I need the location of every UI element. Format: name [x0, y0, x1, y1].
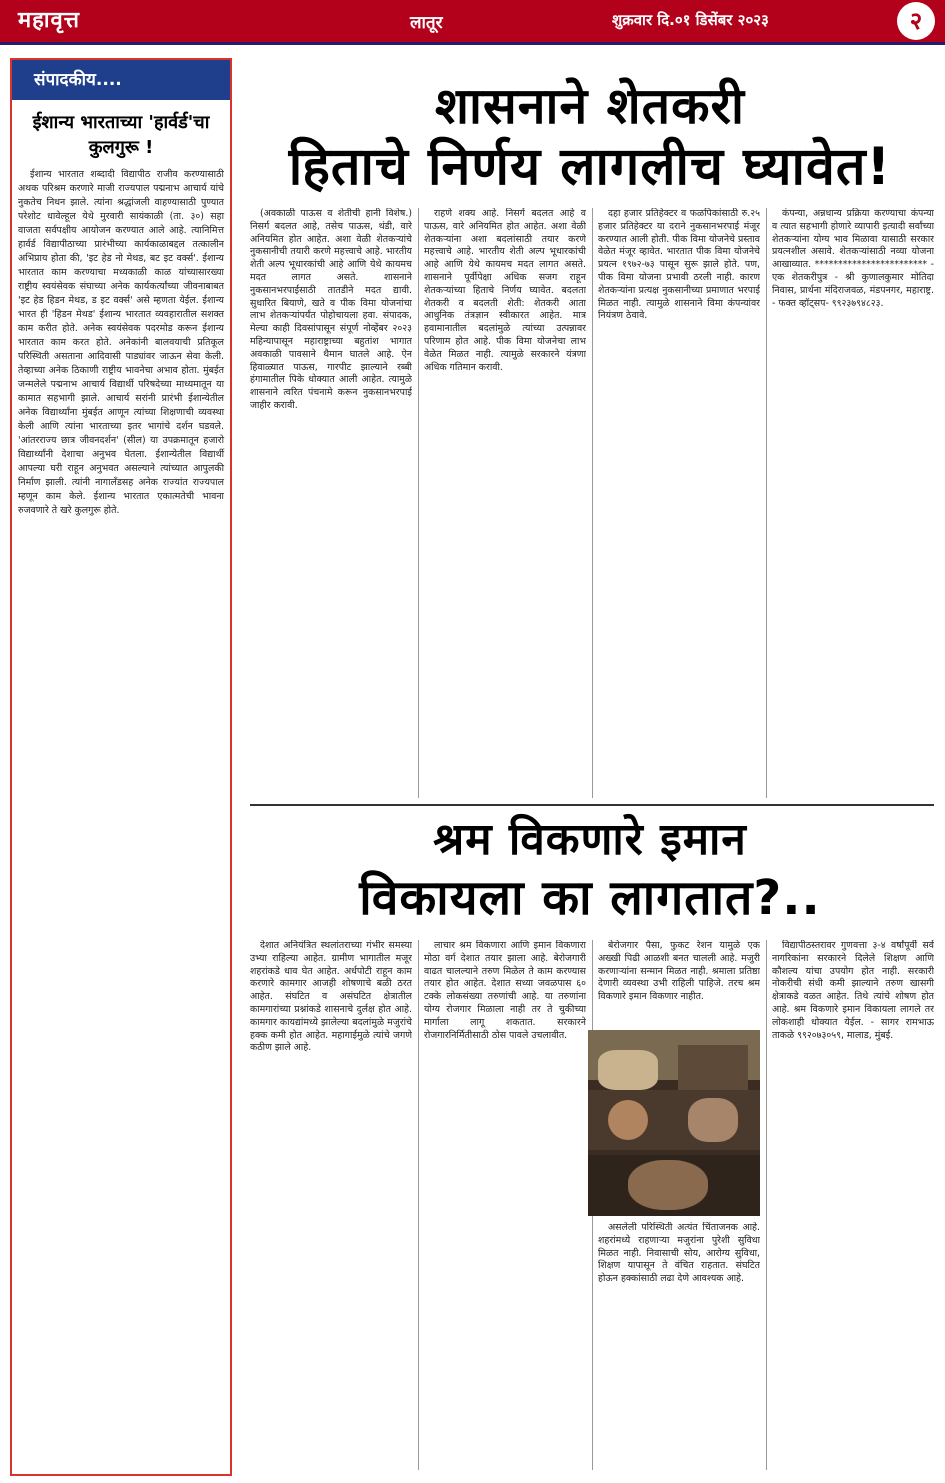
column-divider	[418, 208, 419, 798]
article1-col1	[250, 208, 412, 798]
column-divider	[766, 208, 767, 798]
article-separator	[250, 804, 934, 806]
page-number: २	[897, 2, 935, 40]
article1-col3	[598, 208, 760, 798]
article1-col4-text: कंपन्या, अन्नधान्य प्रक्रिया करण्याचा कंपन्या व त्यात सहभागी होणारे व्यापारी इत्यादी सर्वांच्या शेतकऱ्यांना योग्य भाव मिळावा यासाठी सरकार प्रयत्नशील असावे. शेतकऱ्यांसाठी नव्या योजना आखाव्यात. ************************ - एक शेतकरीपुत्र - श्री कुणालकुमार मोतिदा निवास, प्रार्थना मंदिराजवळ, मंडपनगर, महाराष्ट्र. - फक्त व्हॉट्सप- ९९२३७९४८२३.	[772, 208, 934, 309]
column-divider	[418, 940, 419, 1470]
section-label: संपादकीय....	[12, 60, 230, 100]
article1-headline-line2: हिताचे निर्णय लागलीच घ्यावेत!	[288, 137, 892, 197]
article2-headline-line2: विकायला का लागतात?..	[359, 870, 821, 926]
article2-col1-text: देशात अनियंत्रित स्थलांतराच्या गंभीर समस्या उभ्या राहिल्या आहेत. ग्रामीण भागातील मजूर शहरांकडे धाव घेत आहेत. अर्धपोटी राहून काम करणारे कामगार आजही शोषणाचे बळी ठरत आहेत. संघटित व असंघटित क्षेत्रातील कामगारांच्या प्रश्नांकडे शासनाचे दुर्लक्ष होत आहे. कामगार कायद्यांमध्ये झालेल्या बदलांमुळे मजुरांचे हक्क कमी होत आहेत. महागाईमुळे त्यांचे जगणे कठीण झाले आहे.	[250, 940, 412, 1054]
article2-col1	[250, 940, 412, 1470]
article2-col2-text: लाचार श्रम विकणारा आणि इमान विकणारा मोठा वर्ग देशात तयार झाला आहे. बेरोजगारी वाढत चालल्याने तरुण मिळेल ते काम करण्यास तयार होत आहेत. देशात सध्या जवळपास ६० टक्के लोकसंख्या तरुणांची आहे. या तरुणांना योग्य रोजगार मिळाला नाही तर ते चुकीच्या मार्गाला लागू शकतात. सरकारने रोजगारनिर्मितीसाठी ठोस पावले उचलावीत.	[424, 940, 586, 1041]
article2-col3-bottom	[598, 1222, 760, 1470]
article1-col1-text: (अवकाळी पाऊस व शेतीची हानी विशेष.) निसर्ग बदलत आहे, तसेच पाऊस, थंडी, वारे अनियमित होत आहेत. अशा वेळी शेतकऱ्यांचे नुकसानीची तयारी करणे महत्त्वाचे आहे. भारतीय शेती अल्प भूधारकांची आहे आणि येथे कायमच मदत लागत असते. शासनाने नुकसानभरपाईसाठी तातडीने मदत द्यावी. सुधारित बियाणे, खते व पीक विमा योजनांचा लाभ शेतकऱ्यांपर्यंत पोहोचायला हवा. संपादक, मेल्या काही दिवसांपासून संपूर्ण नोव्हेंबर २०२३ महिन्यापासून महाराष्ट्राच्या बहुतांश भागात अवकाळी पावसाने थैमान घातले आहे. ऐन हिवाळ्यात पाऊस, गारपीट झाल्याने रब्बी हंगामातील पिके धोक्यात आली आहेत. त्यामुळे शासनाने त्वरित पंचनामे करून नुकसानभरपाई जाहीर करावी.	[250, 208, 412, 411]
masthead	[0, 0, 945, 42]
article2-col3	[598, 940, 760, 1024]
article2-col3-bottom-text: असलेली परिस्थिती अत्यंत चिंताजनक आहे. शहरांमध्ये राहणाऱ्या मजुरांना पुरेशी सुविधा मिळत नाही. निवासाची सोय, आरोग्य सुविधा, शिक्षण यापासून ते वंचित राहतात. संघटित होऊन हक्कांसाठी लढा देणे आवश्यक आहे.	[598, 1222, 760, 1285]
masthead-rule	[0, 42, 945, 45]
article1-headline-line1: शासनाने शेतकरी	[435, 77, 745, 135]
editorial-title: ईशान्य भारताच्या 'हार्वर्ड'चा कुलगुरू !	[32, 112, 210, 158]
article2-col4	[772, 940, 934, 1470]
article2-col3-text: बेरोजगार पैसा, फुकट रेशन यामुळे एक अख्खी पिढी आळशी बनत चालली आहे. मजुरी करणाऱ्यांना सन्मान मिळत नाही. श्रमाला प्रतिष्ठा देणारी व्यवस्था उभी राहिली पाहिजे. तरच श्रम विकणारे इमान विकणार नाहीत.	[598, 940, 760, 1003]
paper-name: महावृत्त	[18, 8, 80, 33]
article2-col4-text: विद्यापीठस्तरावर गुणवत्ता ३-४ वर्षांपूर्वी सर्व नागरिकांना सरकारने दिलेले शिक्षण आणि कौशल्य यांचा उपयोग होत नाही. सरकारी नोकरीची संधी कमी झाल्याने तरुण खासगी क्षेत्राकडे वळत आहेत. तिथे त्यांचे शोषण होत आहे. श्रम विकणारे इमान विकायला लागले तर लोकशाही धोक्यात येईल. - सागर रामभाऊ ताकळे ९९२०७३०५९, मालाड, मुंबई.	[772, 940, 934, 1041]
article2-col2	[424, 940, 586, 1470]
editorial-column	[10, 58, 232, 1476]
editorial-text: ईशान्य भारतात शब्दादी विद्यापीठ राजीव करण्यासाठी अथक परिश्रम करणारे माजी राज्यपाल पद्मनाभ आचार्य यांचे नुकतेच निधन झाले. त्यांना श्रद्धांजली वाहण्यासाठी पुण्यात परेशोट धावेल्हूल येथे मुरवारी सायंकाळी (ता. ३०) सहा वाजता सर्वपक्षीय आयोजन करण्यात आले आहे. त्यानिमित्त हार्वर्ड विद्यापीठाच्या प्रारंभीच्या कार्यकाळाबद्दल तत्कालीन अभिप्राय होता की, 'इट हेड नो मेथड, बट इट वर्क्स'. ईशान्य भारतात काम करण्याचा मध्यकाळी काळ यांच्यासारख्या राष्ट्रीय स्वयंसेवक संघाच्या अनेक कार्यकर्त्यांच्या जीवनाबाबत 'इट हेड हिडन मेथड, ड इट वर्क्स' असे म्हणता येईल. ईशान्य भारत ही 'हिडन मेथड' ईशान्य भारतात व्यवहारातील सशक्त काम करीत होते. अनेक स्वयंसेवक पदरमोड करून ईशान्य भारतात काम करत होते. अनेकांनी बालवयाची प्रतिकूल परिस्थिती असताना आदिवासी पाड्यांवर जाऊन सेवा केली. तेव्हाच्या अनेक ठिकाणी राष्ट्रीय भावनेचा अभाव होता. मुंबईत जन्मलेले पद्मनाभ आचार्य विद्यार्थी परिषदेच्या माध्यमातून या कामात सहभागी झाले. आचार्य सरांनी प्रारंभी ईशान्येतील अनेक विद्यार्थ्यांना मुंबईत आणून त्यांच्या शिक्षणाची व्यवस्था केली आणि त्यांना भारताच्या इतर भागांचे दर्शन घडवले. 'आंतरराज्य छात्र जीवनदर्शन' (सील) या उपक्रमातून हजारो विद्यार्थ्यांनी देशाचा अनुभव घेतला. ईशान्येतील विद्यार्थी आपल्या घरी राहून अनुभवत असल्याने त्यांच्यात आपुलकी निर्माण झाली. त्यांनी नागालँडसह अनेक राज्यांत राज्यपाल म्हणून काम केले. ईशान्य भारतात एकात्मतेची भावना रुजवणारे ते खरे कुलगुरू होते.	[18, 169, 224, 516]
editorial-body	[12, 168, 230, 518]
issue-date: शुक्रवार दि.०१ डिसेंबर २०२३	[612, 11, 769, 29]
article1-col3-text: दहा हजार प्रतिहेक्टर व फळपिकांसाठी रु.२५ हजार प्रतिहेक्टर या दराने नुकसानभरपाई मंजूर करण्यात आली होती. पीक विमा योजनेचे प्रस्ताव वेळेत मंजूर व्हावेत. भारतात पीक विमा योजनेचे प्रयत्न १९७२-७३ पासून सुरू झाले होते. पण, पीक विमा योजना प्रभावी ठरली नाही. कारण शेतकऱ्यांना प्रत्यक्ष नुकसानीच्या प्रमाणात भरपाई मिळत नाही. त्यामुळे शासनाने विमा कंपन्यांवर नियंत्रण ठेवावे.	[598, 208, 760, 322]
article1-col2	[424, 208, 586, 798]
column-divider	[592, 208, 593, 798]
article1-col4	[772, 208, 934, 798]
migrant-workers-photo	[588, 1030, 760, 1216]
article2-headline-line1: श्रम विकणारे इमान	[433, 814, 747, 865]
column-divider	[766, 940, 767, 1470]
article1-col2-text: राहणे शक्य आहे. निसर्ग बदलत आहे व पाऊस, वारे अनियमित होत आहेत. अशा वेळी शेतकऱ्यांना अशा बदलांसाठी तयार करणे महत्त्वाचे आहे. भारतीय शेती अल्प भूधारकांची आहे आणि येथे कायमच मदत लागत असते. शासनाने पूर्वीपेक्षा अधिक सजग राहून शेतकऱ्यांच्या हिताचे निर्णय घ्यावेत. बदलता शेतकरी व बदलती शेती: शेतकरी आता आधुनिक तंत्रज्ञान स्वीकारत आहेत. मात्र हवामानातील बदलांमुळे त्यांच्या उत्पन्नावर परिणाम होत आहे. पीक विमा योजनेचा लाभ वेळेत मिळत नाही. त्यामुळे सरकारने यंत्रणा अधिक गतिमान करावी.	[424, 208, 586, 373]
edition-city: लातूर	[410, 13, 443, 33]
